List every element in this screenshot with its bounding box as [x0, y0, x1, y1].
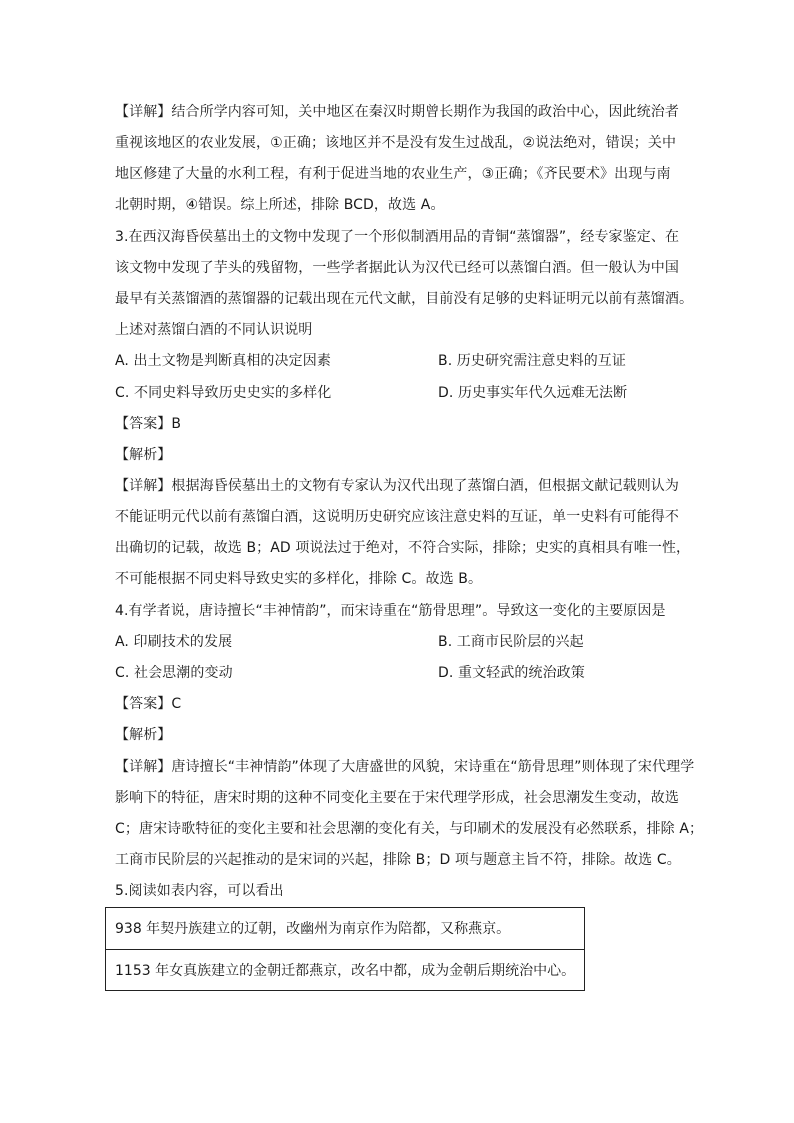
- q4-option-d: D. 重文轻武的统治政策: [438, 665, 585, 681]
- q3-option-a: A. 出土文物是判断真相的决定因素: [115, 353, 331, 369]
- q4-detail-line: 影响下的特征，唐宋时期的这种不同变化主要在于宋代理学形成，社会思潮发生变动，故选: [115, 790, 679, 806]
- question-3-stem: 最早有关蒸馏酒的蒸馏器的记载出现在元代文献，目前没有足够的史料证明元以前有蒸馏酒。: [115, 291, 694, 307]
- q3-detail-line: 不可能根据不同史料导致史实的多样化，排除 C。故选 B。: [115, 571, 483, 587]
- q4-analysis-label: 【解析】: [115, 727, 172, 743]
- question-3-stem: 上述对蒸馏白酒的不同认识说明: [115, 322, 313, 338]
- q4-option-b: B. 工商市民阶层的兴起: [438, 634, 584, 650]
- q3-answer: 【答案】B: [115, 416, 182, 432]
- detail-line: 【详解】结合所学内容可知，关中地区在秦汉时期曾长期作为我国的政治中心，因此统治者: [115, 104, 679, 120]
- q4-detail-line: 工商市民阶层的兴起推动的是宋词的兴起，排除 B；D 项与题意主旨不符，排除。故选 C。: [115, 852, 681, 868]
- q4-detail-line: 【详解】唐诗擅长“丰神情韵”体现了大唐盛世的风貌，宋诗重在“筋骨思理”则体现了宋代理学: [115, 759, 695, 775]
- q4-detail-line: C；唐宋诗歌特征的变化主要和社会思潮的变化有关，与印刷术的发展没有必然联系，排除 A；: [115, 821, 704, 837]
- q3-option-b: B. 历史研究需注意史料的互证: [438, 353, 627, 369]
- q4-option-a: A. 印刷技术的发展: [115, 634, 233, 650]
- detail-line: 重视该地区的农业发展，①正确；该地区并不是没有发生过战乱，②说法绝对，错误；关中: [115, 135, 677, 151]
- q3-option-d: D. 历史事实年代久远难无法断: [438, 385, 628, 401]
- q3-detail-line: 出确切的记载，故选 B；AD 项说法过于绝对，不符合实际，排除；史实的真相具有唯一性，: [115, 540, 691, 556]
- history-table: [105, 907, 585, 991]
- q3-analysis-label: 【解析】: [115, 447, 172, 463]
- q4-answer: 【答案】C: [115, 696, 182, 712]
- table-row: 938 年契丹族建立的辽朝，改幽州为南京作为陪都，又称燕京。: [106, 908, 584, 950]
- table-row: 1153 年女真族建立的金朝迁都燕京，改名中都，成为金朝后期统治中心。: [115, 963, 576, 979]
- question-3-stem: 3.在西汉海昏侯墓出土的文物中发现了一个形似制酒用品的青铜“蒸馏器”，经专家鉴定、在: [115, 229, 680, 245]
- detail-line: 地区修建了大量的水利工程，有利于促进当地的农业生产，③正确；《齐民要术》出现与南: [115, 166, 671, 182]
- q4-option-c: C. 社会思潮的变动: [115, 665, 233, 681]
- detail-line: 北朝时期，④错误。综上所述，排除 BCD，故选 A。: [115, 197, 445, 213]
- q3-detail-line: 【详解】根据海昏侯墓出土的文物有专家认为汉代出现了蒸馏白酒，但根据文献记载则认为: [115, 478, 679, 494]
- question-4-stem: 4.有学者说，唐诗擅长“丰神情韵”，而宋诗重在“筋骨思理”。导致这一变化的主要原因是: [115, 603, 666, 619]
- question-3-stem: 该文物中发现了芋头的残留物，一些学者据此认为汉代已经可以蒸馏白酒。但一般认为中国: [115, 260, 679, 276]
- q3-detail-line: 不能证明元代以前有蒸馏白酒，这说明历史研究应该注意史料的互证，单一史料有可能得不: [115, 509, 679, 525]
- q3-option-c: C. 不同史料导致历史史实的多样化: [115, 385, 332, 401]
- question-5-stem: 5.阅读如表内容，可以看出: [115, 883, 284, 899]
